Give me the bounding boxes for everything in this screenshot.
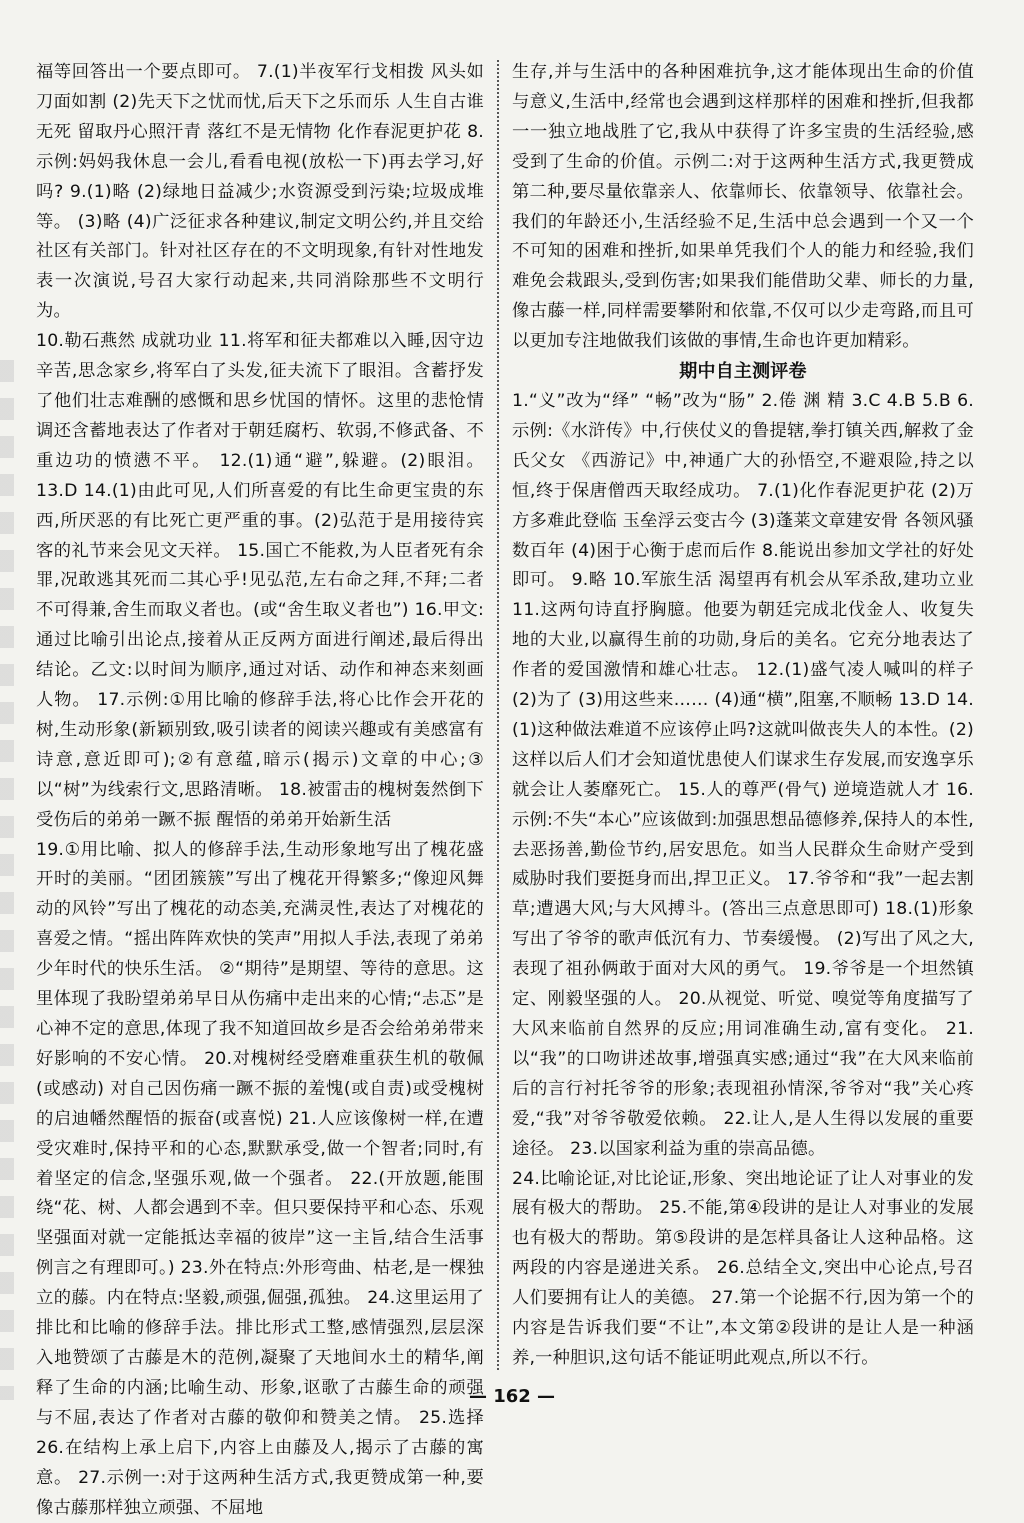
left-paragraph-2: 10.勒石燕然 成就功业 11.将军和征夫都难以入睡,因守边辛苦,思念家乡,将军白了头发,征夫流下了眼泪。含蓄抒发了他们壮志难酬的感慨和思乡忧国的情怀。这里的悲怆情调还含蓄地表达了作者对于朝廷腐朽、软弱,不修武备、不重边功的愤懑不平。 12.(1)通“避”,躲避。(2)眼泪。 13.D 14.(1)由此可见,人们所喜爱的有比生命更宝贵的东西,所厌恶的有比死亡更严重的事。(2)弘范于是用接待宾客的礼节来会见文天祥。 15.国亡不能救,为人臣者死有余罪,况敢逃其死而二其心乎!见弘范,左右命之拜,不拜;二者不可得兼,舍生而取义者也。(或“舍生取义者也”) 16.甲文:通过比喻引出论点,接着从正反两方面进行阐述,最后得出结论。乙文:以时间为顺序,通过对话、动作和神态来刻画人物。 17.示例:①用比喻的修辞手法,将心比作会开花的树,生动形象(新颖别致,吸引读者的阅读兴趣或有美感富有诗意,意近即可);②有意蕴,暗示(揭示)文章的中心;③以“树”为线索行文,思路清晰。 18.被雷击的槐树轰然倒下 受伤后的弟弟一蹶不振 醒悟的弟弟开始新生活 — [36, 331, 484, 830]
section-title: 期中自主测评卷 — [679, 361, 807, 383]
right-paragraph-2: 1.“义”改为“绎” “畅”改为“肠” 2.倦 渊 精 3.C 4.B 5.B 6.示例:《水浒传》中,行侠仗义的鲁提辖,拳打镇关西,解救了金氏父女 《西游记》中,神通广大的孙悟空,不避艰险,持之以恒,终于保唐僧西天取经成功。 7.(1)化作春泥更护花 (2)万方多难此登临 玉垒浮云变古今 (3)蓬莱文章建安骨 各领风骚数百年 (4)困于心衡于虑而后作 8.能说出参加文学社的好处即可。 9.略 10.军旅生活 渴望再有机会从军杀敌,建功立业 11.这两句诗直抒胸臆。他要为朝廷完成北伐金人、收复失地的大业,以赢得生前的功勋,身后的美名。它充分地表达了作者的爱国激情和雄心壮志。 12.(1)盛气凌人喊叫的样子 (2)为了 (3)用这些来…… (4)通“横”,阻塞,不顺畅 13.D 14.(1)这种做法难道不应该停止吗?这就叫做丧失人的本性。(2)这样以后人们才会知道忧患使人们谋求生存发展,而安逸享乐就会让人萎靡死亡。 15.人的尊严(骨气) 逆境造就人才 16.示例:不失“本心”应该做到:加强思想品德修养,保持人的本性,去恶扬善,勤俭节约,居安思危。如当人民群众生命财产受到威胁时我们要挺身而出,捍卫正义。 17.爷爷和“我”一起去割草;遭遇大风;与大风搏斗。(答出三点意思即可) 18.(1)形象写出了爷爷的歌声低沉有力、节奏缓慢。 (2)写出了风之大,表现了祖孙俩敢于面对大风的勇气。 19.爷爷是一个坦然镇定、刚毅坚强的人。 20.从视觉、听觉、嗅觉等角度描写了大风来临前自然界的反应;用词准确生动,富有变化。 21.以“我”的口吻讲述故事,增强真实感;通过“我”在大风来临前后的言行衬托爷爷的形象;表现祖孙情深,爷爷对“我”关心疼爱,“我”对爷爷敬爱依赖。 22.让人,是人生得以发展的重要途径。 23.以国家利益为重的崇高品德。 — [512, 390, 974, 1159]
page-number: — 162 — — [468, 1386, 556, 1407]
right-paragraph-3: 24.比喻论证,对比论证,形象、突出地论证了让人对事业的发展有极大的帮助。 25.不能,第④段讲的是让人对事业的发展也有极大的帮助。第⑤段讲的是怎样具备让人这种品格。这两段的内容是递进关系。 26.总结全文,突出中心论点,号召人们要拥有让人的美德。 27.第一个论据不行,因为第一个的内容是告诉我们要“不让”,本文第②段讲的是让人是一种涵养,一种胆识,这句话不能证明此观点,所以不行。 — [512, 1168, 974, 1368]
right-column — [512, 58, 974, 1374]
right-paragraph-1: 生存,并与生活中的各种困难抗争,这才能体现出生命的价值与意义,生活中,经常也会遇到这样那样的困难和挫折,但我都一一独立地战胜了它,我从中获得了许多宝贵的生活经验,感受到了生命的价值。示例二:对于这两种生活方式,我更赞成第二种,要尽量依靠亲人、依靠师长、依靠领导、依靠社会。我们的年龄还小,生活经验不足,生活中总会遇到一个又一个不可知的困难和挫折,如果单凭我们个人的能力和经验,我们难免会栽跟头,受到伤害;如果我们能借助父辈、师长的力量,像古藤一样,同样需要攀附和依靠,不仅可以少走弯路,而且可以更加专注地做我们该做的事情,生命也许更加精彩。 — [512, 62, 974, 352]
left-column — [36, 58, 484, 1523]
left-paragraph-1: 福等回答出一个要点即可。 7.(1)半夜军行戈相拨 风头如刀面如割 (2)先天下之忧而忧,后天下之乐而乐 人生自古谁无死 留取丹心照汗青 落红不是无情物 化作春泥更护花 8.示例:妈妈我休息一会儿,看看电视(放松一下)再去学习,好吗? 9.(1)略 (2)绿地日益减少;水资源受到污染;垃圾成堆等。 (3)略 (4)广泛征求各种建议,制定文明公约,并且交给社区有关部门。针对社区存在的不文明现象,有针对性地发表一次演说,号召大家行动起来,共同消除那些不文明行为。 — [36, 62, 484, 322]
left-paragraph-3: 19.①用比喻、拟人的修辞手法,生动形象地写出了槐花盛开时的美丽。“团团簇簇”写出了槐花开得繁多;“像迎风舞动的风铃”写出了槐花的动态美,充满灵性,表达了对槐花的喜爱之情。“摇出阵阵欢快的笑声”用拟人手法,表现了弟弟少年时代的快乐生活。 ②“期待”是期望、等待的意思。这里体现了我盼望弟弟早日从伤痛中走出来的心情;“忐忑”是心神不定的意思,体现了我不知道回故乡是否会给弟弟带来好影响的不安心情。 20.对槐树经受磨难重获生机的敬佩(或感动) 对自己因伤痛一蹶不振的羞愧(或自责)或受槐树的启迪幡然醒悟的振奋(或喜悦) 21.人应该像树一样,在遭受灾难时,保持平和的心态,默默承受,做一个智者;同时,有着坚定的信念,坚强乐观,做一个强者。 22.(开放题,能围绕“花、树、人都会遇到不幸。但只要保持平和心态、乐观坚强面对就一定能抵达幸福的彼岸”这一主旨,结合生活事例言之有理即可。) 23.外在特点:外形弯曲、枯老,是一棵独立的藤。内在特点:坚毅,顽强,倔强,孤独。 24.这里运用了排比和比喻的修辞手法。排比形式工整,感情强烈,层层深入地赞颂了古藤是木的范例,凝聚了天地间水土的精华,阐释了生命的内涵;比喻生动、形象,讴歌了古藤生命的顽强与不屈,表达了作者对古藤的敬仰和赞美之情。 25.选择 26.在结构上承上启下,内容上由藤及人,揭示了古藤的寓意。 27.示例一:对于这两种生活方式,我更赞成第一种,要像古藤那样独立顽强、不屈地 — [36, 839, 484, 1518]
column-divider — [497, 60, 499, 1370]
binding-edge — [0, 360, 14, 1400]
